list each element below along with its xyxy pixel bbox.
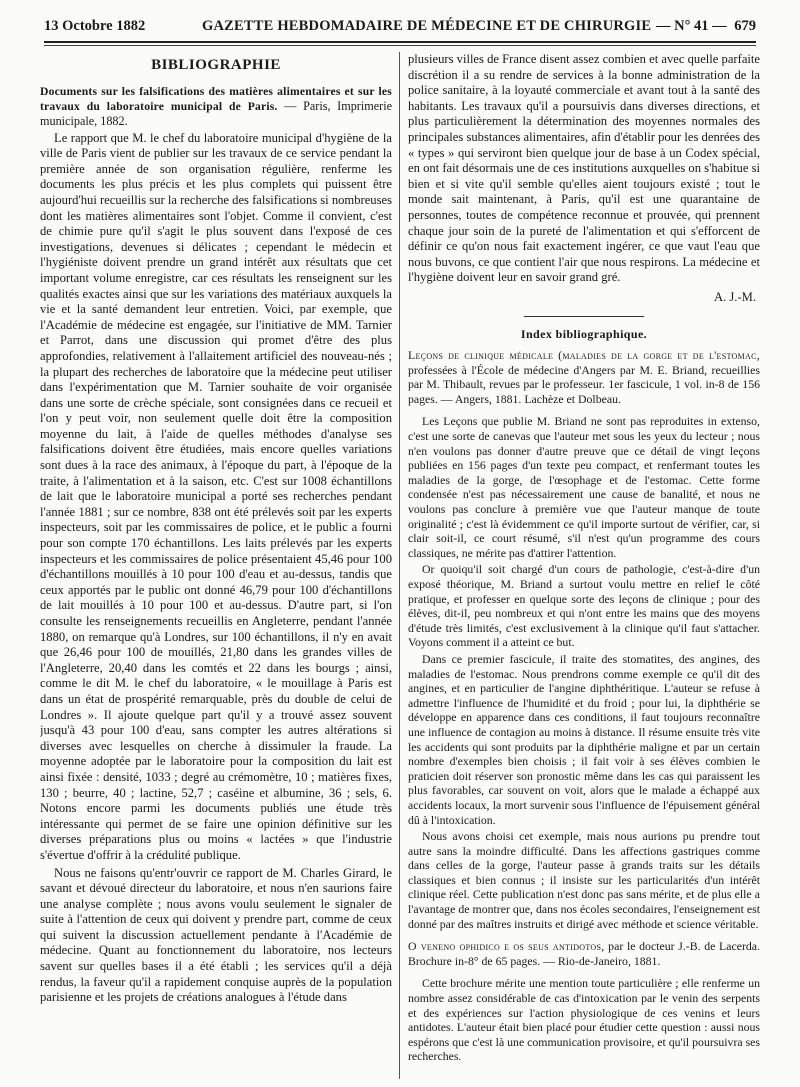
entry-title: O veneno ophidico e os seus antidotos, (408, 939, 605, 954)
right-column (408, 52, 760, 1079)
running-header (44, 14, 756, 38)
section-rule (524, 316, 644, 317)
book-title: Documents sur les falsifications des matières alimentaires et sur les travaux du laboratoire municipal de Paris. (40, 84, 392, 113)
book-publisher: — Paris, Imprimerie municipale, 1882. (40, 98, 392, 128)
review-paragraph: Nous ne faisons qu'entr'ouvrir ce rapport de M. Charles Girard, le savant et dévoué directeur du laboratoire, et nous n'en saurions faire une analyse complète ; nous avons voulu seulement le signaler de suite à l'attention de ceux qui doivent y prendre part, comme de ceux qui suivent la discussion actuellement pendante à l'Académie de médecine. Quant au fonctionnement du laboratoire, nos lecteurs savent sur quelles bases il a été établi ; les services qu'il a déjà rendus, la faveur qu'il a rapidement conquise auprès de la population parisienne et les projets de créations analogues à l'étude dans (40, 865, 392, 1005)
index-entry (408, 348, 760, 406)
index-title: Index bibliographique. (520, 326, 648, 341)
header-rule-thin (44, 45, 756, 46)
header-rule (44, 41, 756, 43)
section-title: BIBLIOGRAPHIE (151, 57, 281, 73)
author-signature: A. J.-M. (714, 289, 756, 304)
issue-date: 13 Octobre 1882 (44, 18, 146, 34)
review-continuation: plusieurs villes de France disent assez combien et avec quelle parfaite discrétion il a su rendre de services à la bonne administration de la police sanitaire, à la loyauté commerciale et avant tout à la santé des habitants. Les travaux qu'il a poursuivis dans diverses directions, et plus particulièrement la détermination des moyennes normales des principales substances alimentaires, afin d'établir pour les denrées des « types » qui serviront bien quelque jour de base à un Codex spécial, en ont fait désormais une de ces institutions auxquelles on s'habitue si bien et si vite qu'il semble qu'elles aient toujours existé ; tout le monde sait maintenant, à Paris, qu'il est une quarantaine de personnes, toutes de compétence reconnue et prouvée, qui prennent chaque jour soin de la pureté de l'alimentation et qui s'efforcent de définir ce qu'on nous fait exactement ingérer, ce que vaut l'eau que nous buvons, ce que contient l'air que nous respirons. La médecine et l'hygiène doivent leur en savoir grand gré. (408, 52, 760, 285)
review-paragraph: Les Leçons que publie M. Briand ne sont pas reproduites in extenso, c'est une sorte de canevas que l'auteur met sous les yeux du lecteur ; nous n'en voulons pas donner d'autre preuve que ce détail de vingt leçons publiées en 156 pages d'un texte peu compact, et renfermant toutes les maladies de la gorge, de l'œsophage et de l'estomac. Cette forme condensée n'est pas nécessairement une cause de banalité, et nous ne voulons pas conclure à première vue que l'auteur manque de toute originalité ; c'est là évidemment ce qu'il importe surtout de vérifier, car, si clair soit-il, ce court résumé, s'il n'est qu'un programme des cours classiques, ne mérite pas d'attirer l'attention. (408, 414, 760, 560)
entry-details: professées à l'École de médecine d'Angers par M. E. Briand, recueillies par M. Thibault, revues par le professeur. 1er fascicule, 1 vol. in-8 de 156 pages. — Angers, 1881. Lachèze et Dolbeau. (408, 362, 760, 406)
issue-number: — N° 41 — (656, 18, 727, 34)
review-paragraph: Le rapport que M. le chef du laboratoire municipal d'hygiène de la ville de Paris vient de publier sur les travaux de ce service pendant la première année de son organisation régulière, renferme les documents les plus précis et les plus complets qui puissent être aujourd'hui recueillis sur la recherche des falsifications si nombreuses dont les matières alimentaires sont l'objet. Comme il convient, c'est de chimie pure qu'il s'agit le plus souvent dans l'exposé de ces investigations, devenues si délicates ; cependant le médecin et l'hygiéniste doivent prendre un grand intérêt aux résultats que cet important volume enregistre, car ces résultats les renseignent sur les qualités exactes ainsi que sur les variations des matériaux auxquels la vie et la santé demandent leur entretien. Voici, par exemple, que l'Académie de médecine est engagée, sur l'initiative de MM. Tarnier et Parrot, dans une discussion qui promet d'être des plus approfondies, relativement à l'allaitement artificiel des nouveau-nés ; la plupart des recherches de laboratoire que la médecine peut utiliser dans l'expérimentation que M. Tarnier souhaite de voir organisée dans une sorte de crèche spéciale, sont consignées dans ce recueil et l'on y peut voir, non seulement quelle doit être la composition moyenne du lait, à l'aide de quelles méthodes d'analyse ses falsifications doivent être étudiées, mais encore quelles variations sont dues à la race des animaux, à l'époque du part, à l'époque de la traite, à l'alimentation et à la saison, etc. C'est sur 1008 échantillons de lait que le laboratoire municipal a porté ses recherches pendant l'année 1881 ; sur ce nombre, 838 ont été prélevés soit par les experts inspecteurs, soit par les commissaires de police, et le public a fourni pour son compte 170 échantillons. Les laits prélevés par les experts inspecteurs et les commissaires de police présentaient 45,46 pour 100 d'échantillons mouillés à 10 pour 100 d'eau et au-dessus, tandis que ceux apportés par le public ont donné 46,79 pour 100 d'échantillons de lait mouillés à 10 pour 100 et au-dessus. D'autre part, si l'on consulte les renseignements recueillis en Angleterre, pendant l'année 1880, on remarque qu'à Londres, sur 100 échantillons, il n'y en avait que 26,46 pour 100 de mouillés, 21,80 dans les grandes villes de l'Angleterre, 20,40 dans les comtés et 22 dans les bourgs ; ainsi, comme le dit M. le chef du laboratoire, « le mouillage à Paris est dans un état de prospérité remarquable, près du double de celui de Londres ». Il ajoute quelque part qu'il y a trouvé assez souvent jusqu'à 43 pour 100 d'eau, sans compter les autres altérations si diverses avec lesquelles on cherche à dissimuler la fraude. La moyenne adoptée par le laboratoire pour la composition du lait est ainsi fixée : densité, 1033 ; degré au crémomètre, 10 ; matières fixes, 130 ; beurre, 40 ; lactine, 52,7 ; caséine et albumine, 36 ; sels, 6. Notons encore parmi les documents publiés une étude très intéressante qui permet de se faire une opinion définitive sur les diverses préparations plus ou moins « lactées » que l'industrie s'évertue d'offrir à la crédulité publique. (40, 130, 392, 862)
index-entry (408, 939, 760, 968)
entry-review (408, 976, 760, 1064)
page-number: 679 (734, 18, 756, 34)
entry-title: Leçons de clinique médicale (maladies de la gorge et de l'estomac, (408, 348, 760, 363)
left-column (40, 52, 392, 1079)
entry-review (408, 414, 760, 931)
review-paragraph: Or quoiqu'il soit chargé d'un cours de pathologie, c'est-à-dire d'un exposé théorique, M. Briand a surtout voulu mettre en relief le côté pratique, et professer en quelque sorte des leçons de clinique ; pour des élèves, dit-il, peu nombreux et qui n'ont entre les mains que des moyens d'étude très limités, c'est exclusivement à la clinique qu'il faut s'attacher. Voyons comment il a atteint ce but. (408, 562, 760, 650)
entry-details: par le docteur J.-B. de Lacerda. Brochure in-8° de 65 pages. — Rio-de-Janeiro, 1881. (408, 939, 760, 968)
column-divider (399, 52, 400, 1079)
review-paragraph: Dans ce premier fascicule, il traite des stomatites, des angines, des maladies de l'estomac. Nous prendrons comme exemple ce qu'il dit des angines, et en particulier de l'angine diphthéritique. L'auteur se refuse à admettre l'influence de l'humidité et du froid ; pour lui, la diphthérie se développe en apparence dans ces conditions, il faut toujours reconnaître une influence de contagion au moins à distance. Il résume ensuite très vite les accidents qui sont produits par la diphthérie maligne et par un certain nombre d'exemples bien choisis ; il fait voir à ses élèves combien le praticien doit réserver son pronostic même dans les cas qui paraissent les plus favorables, car souvent on voit, alors que le malade a échappé aux accidents locaux, la mort survenir sous l'influence de l'épuisement général dû à l'intoxication. (408, 651, 760, 827)
book-reference (40, 84, 392, 129)
journal-title: GAZETTE HEBDOMADAIRE DE MÉDECINE ET DE CHIRURGIE (202, 18, 652, 34)
review-paragraph: Nous avons choisi cet exemple, mais nous aurions pu prendre tout autre sans la moindre difficulté. Dans les affections gastriques comme dans celles de la gorge, l'auteur passe à grands traits sur les détails classiques et bien connus ; il insiste sur les particularités d'un intérêt clinique réel. Cette publication n'est donc pas sans mérite, et de plus elle a l'avantage de montrer que, dans nos écoles secondaires, l'enseignement est donné par des maîtres instruits et dirigé avec méthode et science véritable. (408, 829, 760, 931)
review-paragraph: Cette brochure mérite une mention toute particulière ; elle renferme un nombre assez considérable de cas d'intoxication par le venin des serpents et des expériences sur l'action physiologique de ces venins et leurs antidotes. L'auteur était bien placé pour étudier cette question : aussi nous espérons que c'est là une communication provisoire, et qu'il poursuivra ses recherches. (408, 976, 760, 1064)
